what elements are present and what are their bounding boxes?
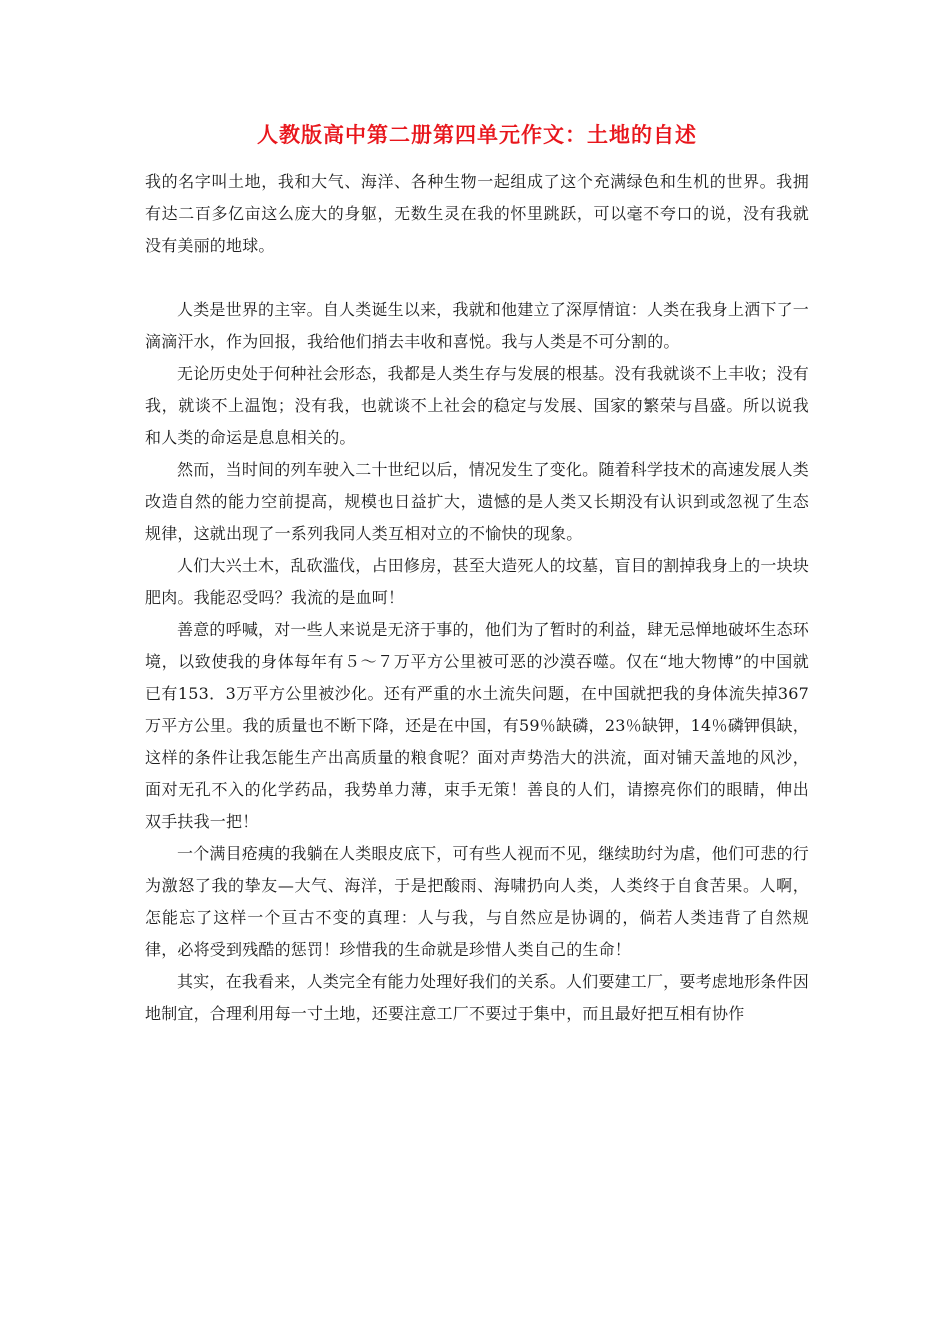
document-page [145,118,809,1030]
paragraph-8: 其实，在我看来，人类完全有能力处理好我们的关系。人们要建工厂，要考虑地形条件因地制宜，合理利用每一寸土地，还要注意工厂不要过于集中，而且最好把互相有协作 [145,972,809,1023]
paragraph-6: 善意的呼喊，对一些人来说是无济于事的，他们为了暂时的利益，肆无忌惮地破坏生态环境，以致使我的身体每年有５～７万平方公里被可恶的沙漠吞噬。仅在“地大物博”的中国就已有153．3万平方公里被沙化。还有严重的水土流失问题，在中国就把我的身体流失掉367万平方公里。我的质量也不断下降，还是在中国，有59％缺磷，23％缺钾，14％磷钾俱缺，这样的条件让我怎能生产出高质量的粮食呢？面对声势浩大的洪流，面对铺天盖地的风沙，面对无孔不入的化学药品，我势单力薄，束手无策！善良的人们，请擦亮你们的眼睛，伸出双手扶我一把！ [145,620,809,831]
paragraph-7: 一个满目疮痍的我躺在人类眼皮底下，可有些人视而不见，继续助纣为虐，他们可悲的行为激怒了我的挚友—大气、海洋，于是把酸雨、海啸扔向人类，人类终于自食苦果。人啊，怎能忘了这样一个亘古不变的真理：人与我，与自然应是协调的，倘若人类违背了自然规律，必将受到残酷的惩罚！珍惜我的生命就是珍惜人类自己的生命！ [145,844,809,959]
document-title: 人教版高中第二册第四单元作文：土地的自述 [257,122,697,147]
paragraph-1: 我的名字叫土地，我和大气、海洋、各种生物一起组成了这个充满绿色和生机的世界。我拥有达二百多亿亩这么庞大的身躯，无数生灵在我的怀里跳跃，可以毫不夸口的说，没有我就没有美丽的地球。 [145,172,809,255]
paragraph-2: 人类是世界的主宰。自人类诞生以来，我就和他建立了深厚情谊：人类在我身上洒下了一滴滴汗水，作为回报，我给他们捎去丰收和喜悦。我与人类是不可分割的。 [145,300,809,351]
paragraph-3: 无论历史处于何种社会形态，我都是人类生存与发展的根基。没有我就谈不上丰收；没有我，就谈不上温饱；没有我，也就谈不上社会的稳定与发展、国家的繁荣与昌盛。所以说我和人类的命运是息息相关的。 [145,364,809,447]
paragraph-4: 然而，当时间的列车驶入二十世纪以后，情况发生了变化。随着科学技术的高速发展人类改造自然的能力空前提高，规模也日益扩大，遗憾的是人类又长期没有认识到或忽视了生态规律，这就出现了一系列我同人类互相对立的不愉快的现象。 [145,460,809,543]
paragraph-5: 人们大兴土木，乱砍滥伐，占田修房，甚至大造死人的坟墓，盲目的割掉我身上的一块块肥肉。我能忍受吗？我流的是血呵！ [145,556,809,607]
